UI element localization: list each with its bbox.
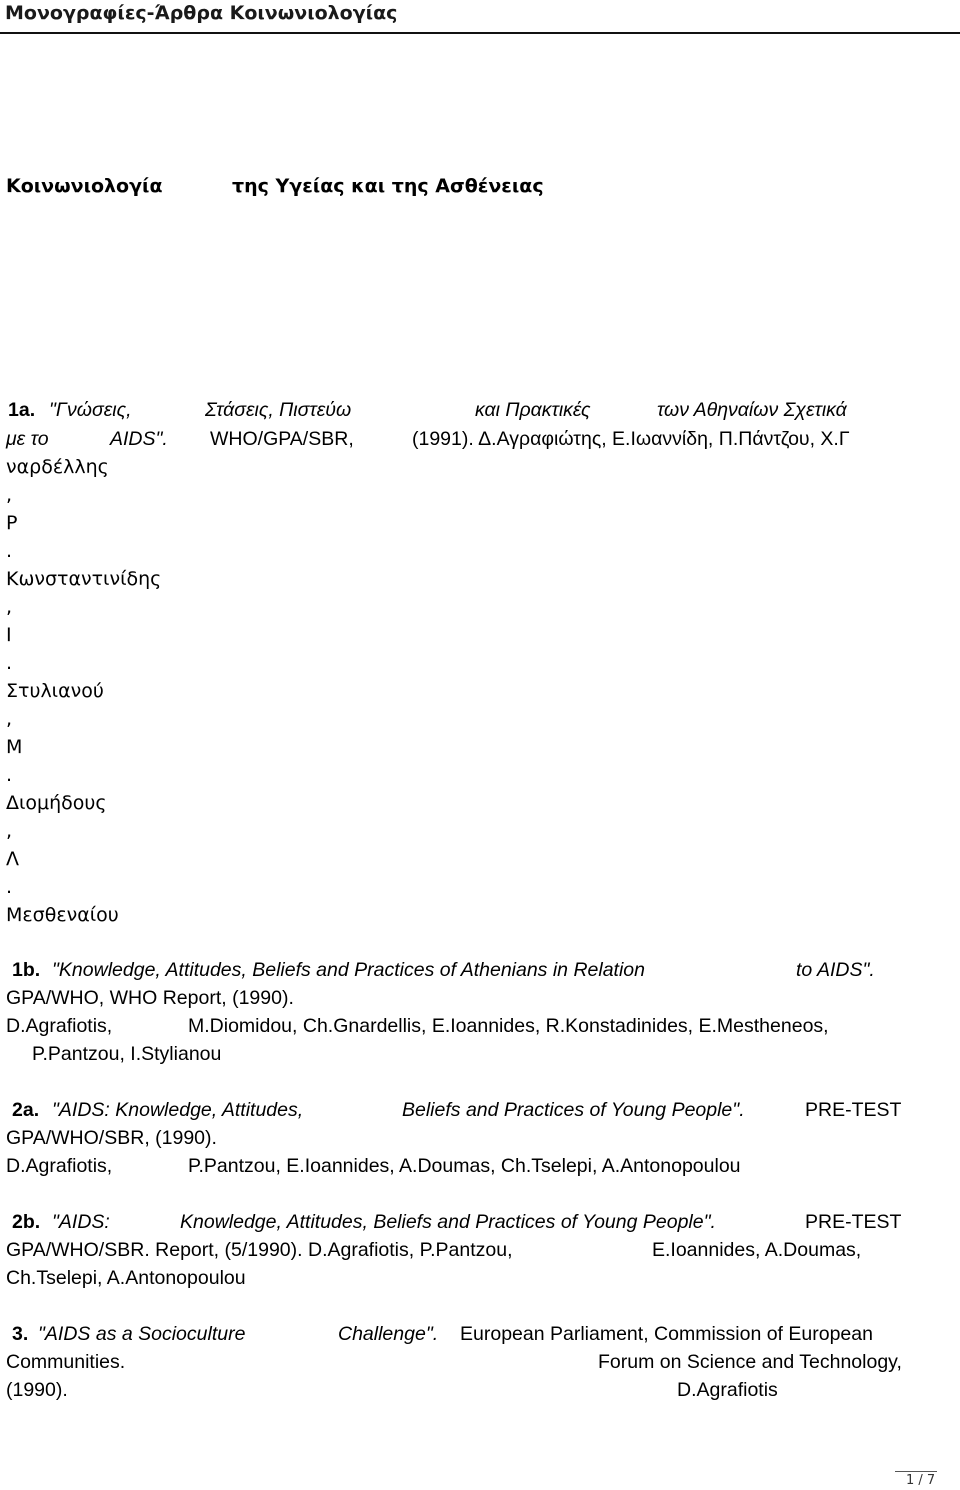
entry-number: 1b.	[12, 959, 41, 981]
author-fragment: Στυλιανού	[6, 680, 104, 702]
entry-title-part: "Γνώσεις,	[49, 399, 132, 421]
entry-publisher: GPA/WHO/SBR. Report, (5/1990). D.Agrafiotis, P.Pantzou,	[6, 1239, 513, 1261]
entry-title-part: των Αθηναίων Σχετικά	[657, 399, 847, 421]
entry-publisher: Forum on Science and Technology,	[598, 1351, 902, 1373]
entry-title-part: με το	[6, 428, 49, 450]
entry-authors: (1991). Δ.Αγραφιώτης, Ε.Ιωαννίδη, Π.Πάντζου, Χ.Γ	[412, 428, 850, 450]
entry-title-part: Στάσεις, Πιστεύω	[205, 399, 352, 421]
entry-title-part: "AIDS:	[52, 1211, 110, 1233]
entry-title-part: "AIDS: Knowledge, Attitudes,	[52, 1099, 304, 1121]
author-fragment: Μεσθεναίου	[6, 904, 119, 926]
entry-title-part: Beliefs and Practices of Young People".	[402, 1099, 745, 1121]
page-header-title: Μονογραφίες-Άρθρα Κοινωνιολογίας	[5, 2, 398, 24]
author-fragment: .	[6, 764, 13, 786]
author-fragment: .	[6, 876, 13, 898]
entry-authors: D.Agrafiotis	[677, 1379, 778, 1401]
entry-title-part: to AIDS".	[796, 959, 875, 981]
author-fragment: ,	[6, 708, 13, 730]
author-fragment: Λ	[6, 848, 19, 870]
author-fragment: .	[6, 652, 13, 674]
author-fragment: Διομήδους	[6, 792, 107, 814]
entry-tag: PRE-TEST	[805, 1211, 902, 1233]
author-fragment: ,	[6, 596, 13, 618]
page-number: 1 / 7	[906, 1473, 936, 1488]
entry-authors: D.Agrafiotis,	[6, 1015, 113, 1037]
entry-tag: PRE-TEST	[805, 1099, 902, 1121]
footer-divider	[895, 1471, 937, 1472]
entry-number: 1a.	[8, 399, 36, 421]
entry-publisher: WHO/GPA/SBR,	[210, 428, 354, 450]
author-fragment: Ι	[6, 624, 12, 646]
entry-title-part: AIDS".	[110, 428, 168, 450]
entry-title-part: και Πρακτικές	[475, 399, 591, 421]
entry-title-part: Challenge".	[338, 1323, 439, 1345]
author-fragment: .	[6, 540, 13, 562]
entry-authors: E.Ioannides, A.Doumas,	[652, 1239, 862, 1261]
author-fragment: ναρδέλλης	[6, 456, 109, 478]
header-divider	[0, 32, 960, 34]
entry-authors: D.Agrafiotis,	[6, 1155, 113, 1177]
author-fragment: Μ	[6, 736, 23, 758]
author-fragment: Κωνσταντινίδης	[6, 568, 162, 590]
section-title-right: της Υγείας και της Ασθένειας	[232, 175, 544, 197]
entry-year: (1990).	[6, 1379, 68, 1401]
entry-publisher: GPA/WHO, WHO Report, (1990).	[6, 987, 294, 1009]
entry-authors: M.Diomidou, Ch.Gnardellis, E.Ioannides, R.Konstadinides, E.Mestheneos,	[188, 1015, 829, 1037]
entry-authors: Ch.Tselepi, A.Antonopoulou	[6, 1267, 246, 1289]
author-fragment: ,	[6, 820, 13, 842]
entry-authors: P.Pantzou, E.Ioannides, A.Doumas, Ch.Tselepi, A.Antonopoulou	[188, 1155, 741, 1177]
entry-number: 2b.	[12, 1211, 41, 1233]
entry-number: 2a.	[12, 1099, 40, 1121]
entry-authors: P.Pantzou, I.Stylianou	[32, 1043, 222, 1065]
entry-number: 3.	[12, 1323, 29, 1345]
entry-title-part: "AIDS as a Socioculture	[38, 1323, 246, 1345]
entry-publisher: Communities.	[6, 1351, 126, 1373]
entry-title-part: "Knowledge, Attitudes, Beliefs and Practices of Athenians in Relation	[52, 959, 645, 981]
author-fragment: Ρ	[6, 512, 18, 534]
entry-publisher: GPA/WHO/SBR, (1990).	[6, 1127, 217, 1149]
section-title-left: Κοινωνιολογία	[6, 175, 163, 197]
entry-publisher: European Parliament, Commission of European	[460, 1323, 873, 1345]
entry-title-part: Knowledge, Attitudes, Beliefs and Practices of Young People".	[180, 1211, 716, 1233]
author-fragment: ,	[6, 484, 13, 506]
